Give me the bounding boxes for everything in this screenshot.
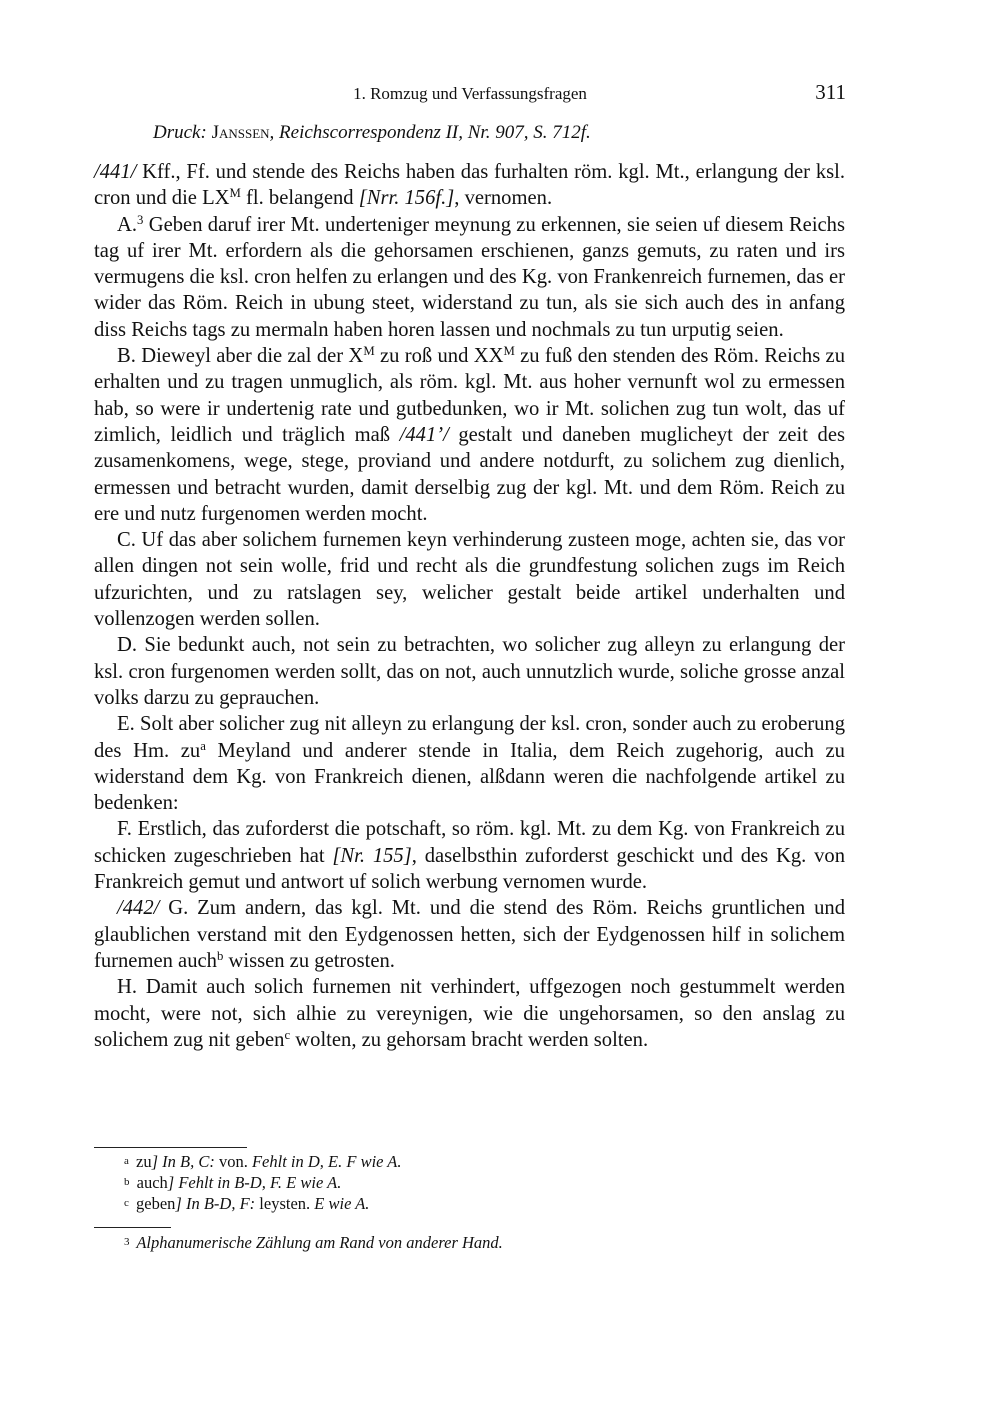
text-run: G. Zum andern, das kgl. Mt. und die stend des Röm. Reichs gruntlichen und glaublichen verstand mit den Eydgenossen hetten, sich der Eydgenossen hilf in solichem furnemen auch xyxy=(94,897,845,972)
paragraph-b xyxy=(94,343,845,527)
chapter-title: 1. Romzug und Verfassungsfragen xyxy=(353,84,587,103)
paragraph-h xyxy=(94,974,845,1053)
text-run: wissen zu getrosten. xyxy=(223,949,395,972)
paragraph-a xyxy=(94,212,845,343)
text-run: A. xyxy=(117,213,138,236)
text-run: zu roß und XX xyxy=(374,345,504,368)
textual-footnotes xyxy=(124,1151,402,1214)
apparatus-note: ] Fehlt in B-D, F. E wie A. xyxy=(167,1173,342,1192)
text-run: gestalt und daneben muglicheyt der zeit des zusamenkomens, wege, stege, proviand und andere notdurft, zu solichem zug dienlich, ermessen und betracht wurden, damit derselbig zug der kgl. Mt. und dem Röm. Reich zu ere und nutz furgenomen werden mocht. xyxy=(94,423,845,525)
text-run: zu fuß den stenden des Röm. Reichs zu erhalten und zu tragen unmuglich, als röm. kgl. Mt. aus hoher vernunft wol zu ermessen hab, so were ir undertenig rate und gutbedunken, wo ir Mt. solichen zug tun wolt, das uf zimlich, leidlich und träglich maß xyxy=(94,345,845,446)
cross-reference: [Nrr. 156f.] xyxy=(358,187,455,210)
text-run: wolten, zu gehorsam bracht werden solten. xyxy=(290,1028,649,1051)
apparatus-note: ] In B-D, F: xyxy=(175,1194,256,1213)
apparatus-note: ] In B, C: xyxy=(151,1152,215,1171)
footnote-ref: b xyxy=(216,948,224,963)
main-text xyxy=(94,159,845,1053)
footnote-marker: b xyxy=(124,1176,130,1188)
text-run: Kff., Ff. und stende des Reichs haben das furhalten röm. kgl. Mt., erlangung der ksl. cron und die LX xyxy=(94,161,845,210)
paragraph-d: D. Sie bedunkt auch, not sein zu betrachten, wo solicher zug alleyn zu erlangung der ksl. cron furgenomen werden sollt, das on not, auch unnutzlich wurde, soliche grosse anzal volks darzu zu geprauchen. xyxy=(94,634,845,709)
text-run: Meyland und anderer stende in Italia, dem Reich zugehorig, auch zu widerstand dem Kg. von Frankreich dienen, alßdann weren die nachfolgende artikel zu bedenken: xyxy=(94,739,845,815)
text-run: H. Damit auch solich furnemen nit verhindert, uffgezogen noch gestummelt werden mocht, were not, sich alhie zu vereynigen, wie die ungehorsamen, so den anslag zu solichem zug nit geben xyxy=(94,976,845,1051)
footnote-divider xyxy=(94,1227,171,1228)
apparatus-note: Fehlt in D, E. F wie A. xyxy=(251,1152,402,1171)
footnote-text: Alphanumerische Zählung am Rand von anderer Hand. xyxy=(132,1233,503,1252)
paragraph-f xyxy=(94,816,845,895)
paragraph-g xyxy=(94,895,845,974)
footnote-c xyxy=(124,1193,402,1214)
print-source-line xyxy=(153,122,591,144)
superscript: M xyxy=(503,344,515,359)
text-run: , daselbsthin zuforderst geschickt und des Kg. von Frankreich gemut und antwort uf solich werbung vernomen wurde. xyxy=(94,844,845,894)
footnote-a xyxy=(124,1151,402,1172)
superscript: M xyxy=(363,344,375,359)
druck-reference: , Reichscorrespondenz II, Nr. 907, S. 712f. xyxy=(269,122,591,143)
paragraph-intro xyxy=(94,159,845,212)
page-number: 311 xyxy=(815,80,846,104)
footnote-divider xyxy=(94,1147,247,1148)
text-run: F. Erstlich, das zuforderst die potschaft, so röm. kgl. Mt. zu dem Kg. von Frankreich zu schicken zugeschrieben hat xyxy=(94,818,845,867)
variant-reading: leysten. xyxy=(255,1194,315,1213)
apparatus-note: E wie A. xyxy=(314,1194,370,1213)
footnote-ref: a xyxy=(200,738,206,753)
folio-marker: /441/ xyxy=(94,161,137,183)
footnote-marker: a xyxy=(124,1155,129,1167)
footnote-3 xyxy=(124,1232,503,1253)
text-run: B. Dieweyl aber die zal der X xyxy=(117,345,364,368)
paragraph-e xyxy=(94,711,845,816)
druck-label: Druck: xyxy=(153,122,207,143)
footnote-ref: 3 xyxy=(137,212,144,227)
footnote-ref: c xyxy=(284,1027,291,1042)
paragraph-c: C. Uf das aber solichem furnemen keyn verhinderung zusteen moge, achten sie, das vor allen dingen not sein wolle, frid und recht als die grundfestung solichen zugs im Reich ufzurichten, und zu ratslagen sey, welicher gestalt beide artikel underhalten und vollenzogen werden sollen. xyxy=(94,529,845,631)
numbered-footnotes xyxy=(124,1232,503,1253)
superscript: M xyxy=(229,186,241,201)
variant-reading: von. xyxy=(214,1152,252,1171)
running-head xyxy=(94,80,846,110)
text-run: E. Solt aber solicher zug nit alleyn zu erlangung der ksl. cron, sonder auch zu eroberung des Hm. zu xyxy=(94,713,845,762)
footnote-marker: 3 xyxy=(124,1236,130,1248)
druck-author: Janssen xyxy=(211,122,270,143)
text-run: fl. belangend xyxy=(240,187,359,210)
lemma: auch xyxy=(132,1173,168,1192)
footnote-b xyxy=(124,1172,402,1193)
folio-marker: /442/ xyxy=(117,897,160,920)
footnote-marker: c xyxy=(124,1197,129,1209)
lemma: zu xyxy=(131,1152,152,1171)
text-run: Geben daruf irer Mt. underteniger meynung zu erkennen, sie seien uf diesem Reichs tag uf irer Mt. erfordern als die gehorsamen erschienen, ganzs gemuts, zu raten und irs vermugens die ksl. cron helfen zu erlangen und des Kg. von Frankenreich furnemen, das er wider das Röm. Reich in ubung steet, widerstand zu tun, als sie sich auch des in anfang diss Reichs tags zu mermaln haben horen lassen und nochmals zu tun urputig seien. xyxy=(94,213,845,341)
text-run: , vernomen. xyxy=(454,187,553,210)
lemma: geben xyxy=(131,1194,176,1213)
folio-marker: /441’/ xyxy=(399,423,449,446)
cross-reference: [Nr. 155] xyxy=(332,844,412,867)
